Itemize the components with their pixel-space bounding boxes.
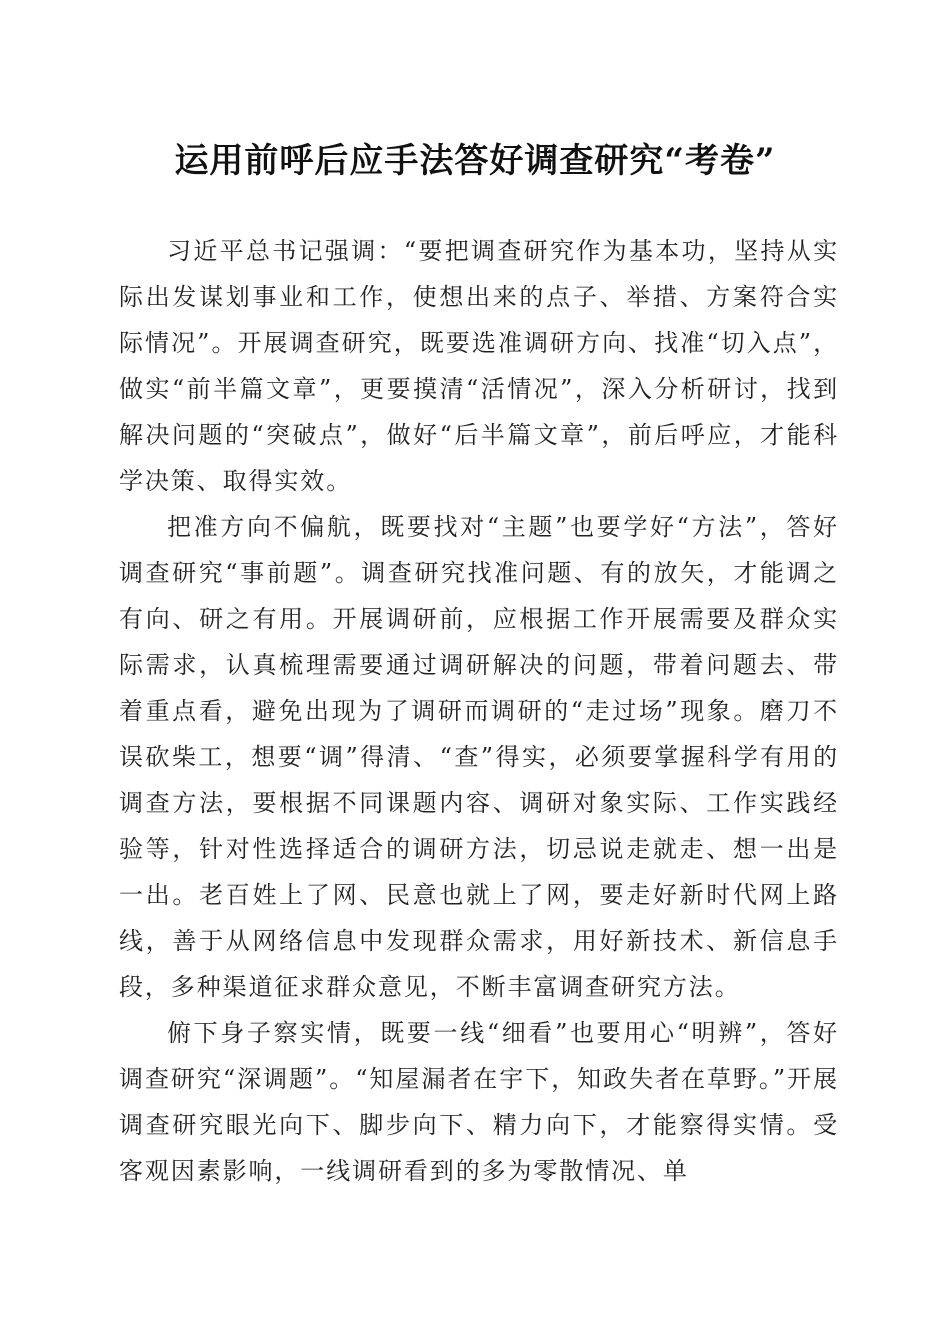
paragraph-2: 把准方向不偏航，既要找对“主题”也要学好“方法”，答好调查研究“事前题”。调查研究找准问题、有的放矢，才能调之有向、研之有用。开展调研前，应根据工作开展需要及群众实际需求，认真梳理需要通过调研解决的问题，带着问题去、带着重点看，避免出现为了调研而调研的“走过场”现象。磨刀不误砍柴工，想要“调”得清、“查”得实，必须要掌握科学有用的调查方法，要根据不同课题内容、调研对象实际、工作实践经验等，针对性选择适合的调研方法，切忌说走就走、想一出是一出。老百姓上了网、民意也就上了网，要走好新时代网上路线，善于从网络信息中发现群众需求，用好新技术、新信息手段，多种渠道征求群众意见，不断丰富调查研究方法。: [119, 513, 839, 1001]
document-body: [119, 228, 839, 1194]
paragraph-3: 俯下身子察实情，既要一线“细看”也要用心“明辨”，答好调查研究“深调题”。“知屋漏者在宇下，知政失者在草野。”开展调查研究眼光向下、脚步向下、精力向下，才能察得实情。受客观因素影响，一线调研看到的多为零散情况、单: [119, 1019, 839, 1185]
paragraph-1: 习近平总书记强调：“要把调查研究作为基本功，坚持从实际出发谋划事业和工作，使想出来的点子、举措、方案符合实际情况”。开展调查研究，既要选准调研方向、找准“切入点”，做实“前半篇文章”，更要摸清“活情况”，深入分析研讨，找到解决问题的“突破点”，做好“后半篇文章”，前后呼应，才能科学决策、取得实效。: [119, 237, 839, 495]
document-title: 运用前呼后应手法答好调查研究“考卷”: [174, 141, 776, 181]
